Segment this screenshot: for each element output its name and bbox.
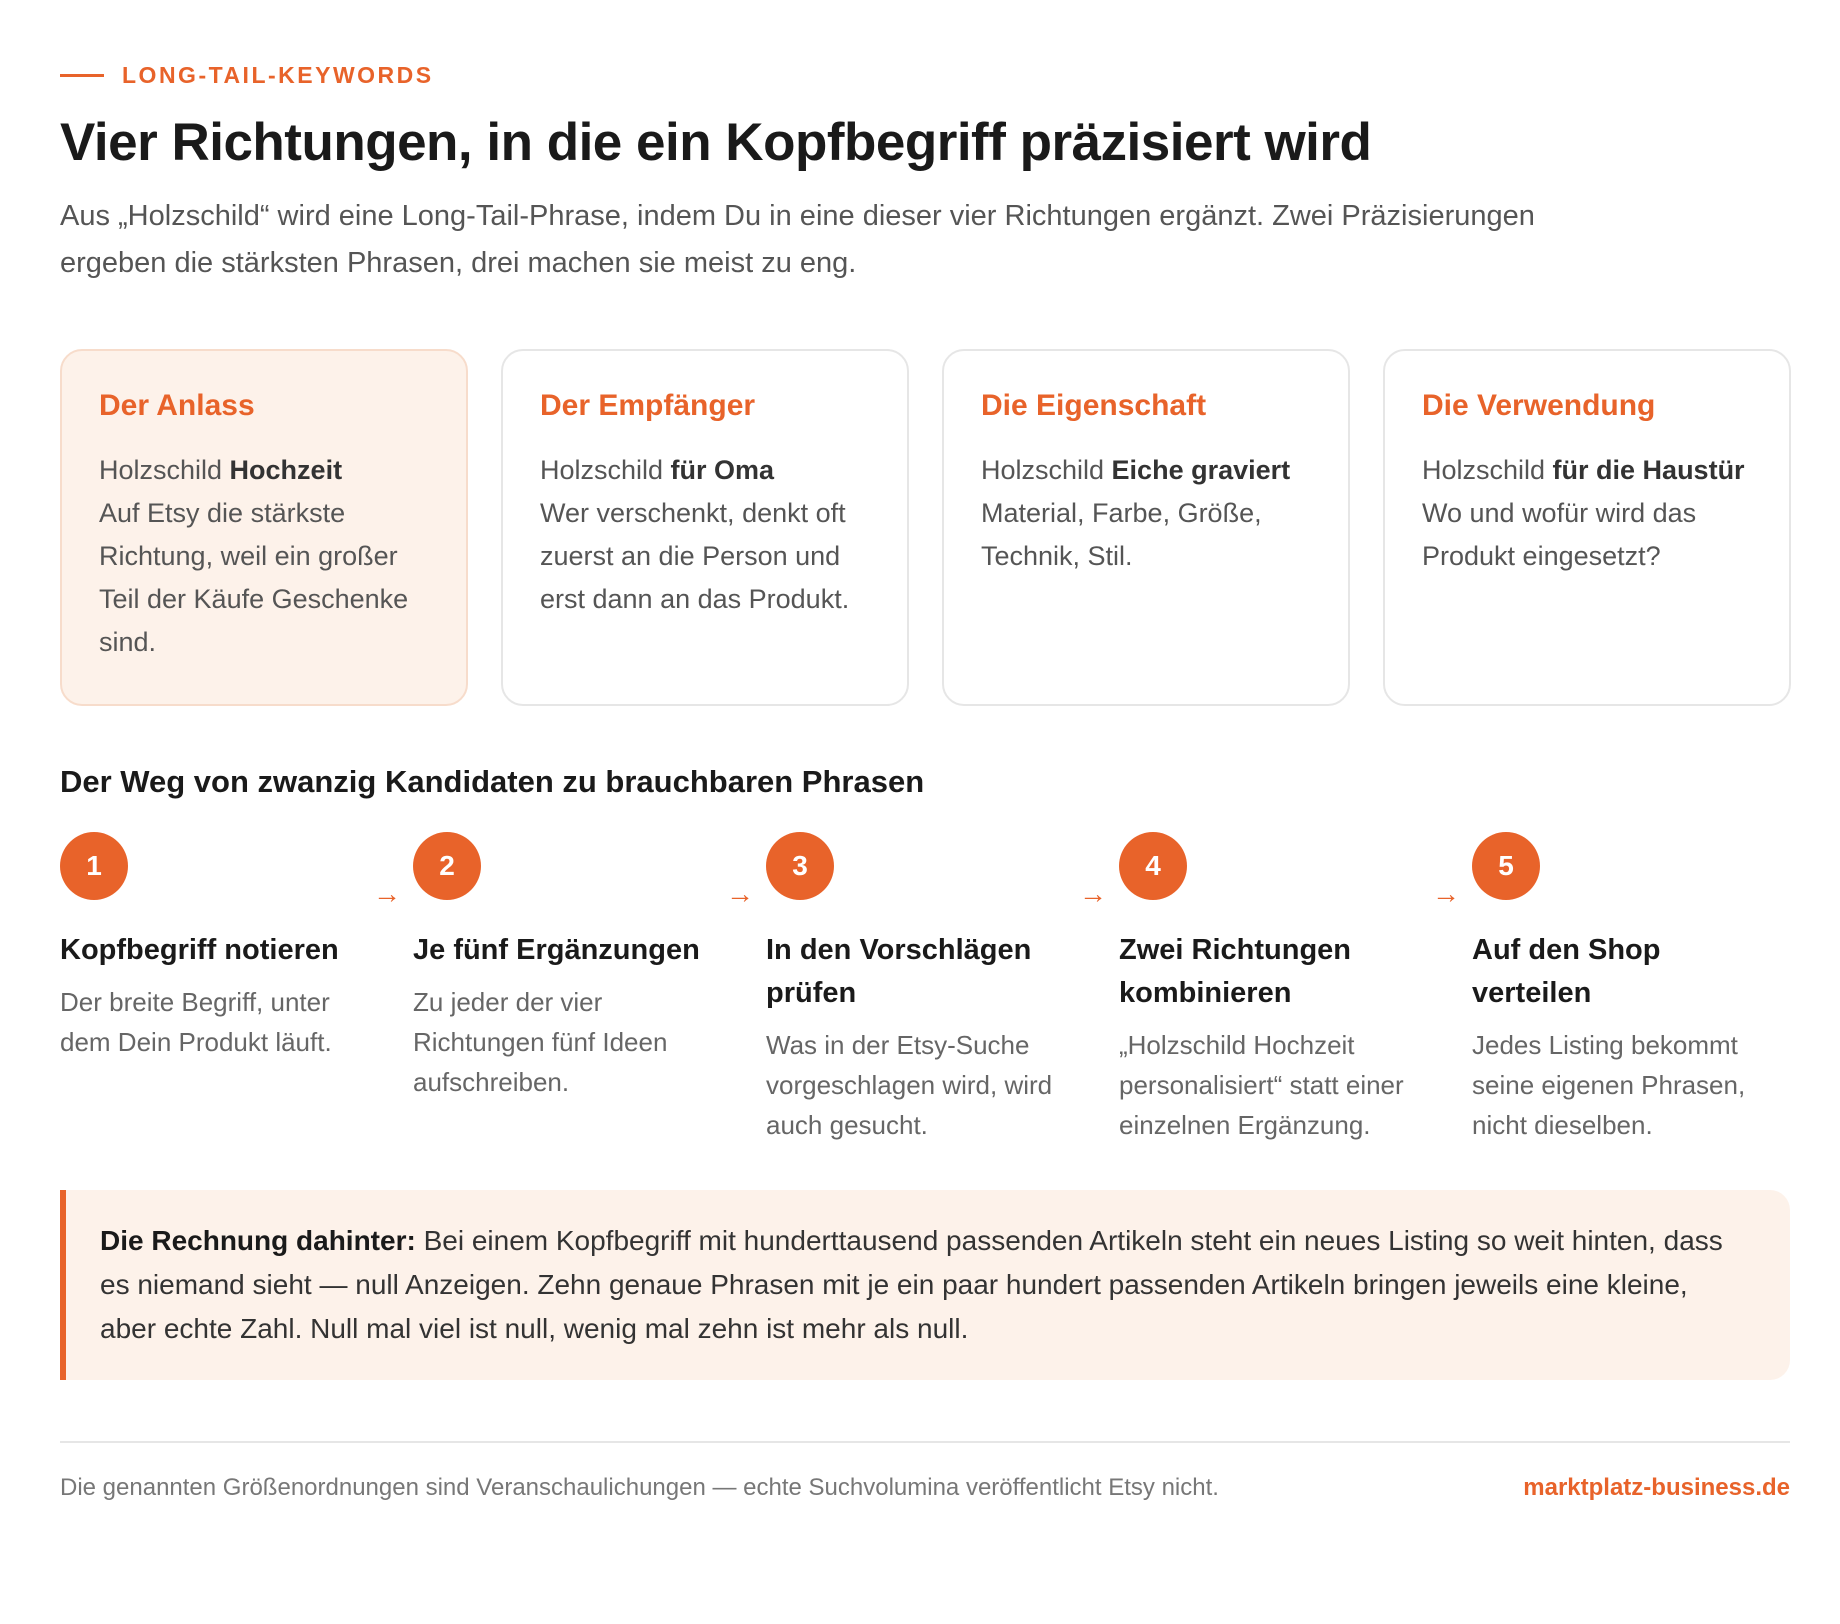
step-text: Jedes Listing bekommt seine eigenen Phrasen, nicht dieselben. (1472, 1030, 1746, 1140)
card-verwendung (1383, 349, 1791, 706)
step-3 (766, 832, 1076, 1145)
footer-note: Die genannten Größenordnungen sind Veranschaulichungen — echte Suchvolumina veröffentlicht Etsy nicht. (60, 1474, 1219, 1501)
card-example-base: Holzschild (540, 455, 671, 485)
step-title: Zwei Richtungen kombinieren (1119, 934, 1351, 1009)
card-anlass (60, 349, 468, 706)
step-1 (60, 832, 370, 1062)
step-text: „Holzschild Hochzeit personalisiert“ statt einer einzelnen Ergänzung. (1119, 1030, 1404, 1140)
step-number-badge: 1 (60, 832, 128, 900)
step-number-badge: 2 (413, 832, 481, 900)
arrow-right-icon: → (726, 878, 754, 909)
step-text: Der breite Begriff, unter dem Dein Produkt läuft. (60, 987, 332, 1057)
footer-brand: marktplatz-business.de (1523, 1474, 1790, 1501)
callout-label: Die Rechnung dahinter: (100, 1225, 416, 1256)
card-body (1422, 449, 1753, 578)
step-text: Zu jeder der vier Richtungen fünf Ideen aufschreiben. (413, 987, 668, 1097)
card-title: Der Empfänger (540, 389, 756, 422)
card-example-addition: für die Haustür (1552, 455, 1745, 485)
callout-box (60, 1190, 1790, 1380)
footer-divider (60, 1441, 1790, 1443)
step-text: Was in der Etsy-Suche vorgeschlagen wird, wird auch gesucht. (766, 1030, 1053, 1140)
step-title: Auf den Shop verteilen (1472, 934, 1661, 1009)
step-title: Je fünf Ergänzungen (413, 934, 700, 966)
direction-cards (60, 349, 1791, 706)
arrow-right-icon: → (1079, 878, 1107, 909)
intro-text: Aus „Holzschild“ wird eine Long-Tail-Phrase, indem Du in eine dieser vier Richtungen ergänzt. Zwei Präzisierungen ergeben die stärksten Phrasen, drei machen sie meist zu eng. (60, 200, 1535, 279)
eyebrow (60, 62, 434, 89)
card-text: Auf Etsy die stärkste Richtung, weil ein großer Teil der Käufe Geschenke sind. (99, 498, 409, 657)
eyebrow-line (60, 74, 104, 77)
card-text: Wo und wofür wird das Produkt eingesetzt? (1422, 498, 1697, 571)
step-title: Kopfbegriff notieren (60, 934, 339, 966)
step-4 (1119, 832, 1429, 1145)
arrow-right-icon: → (1432, 878, 1460, 909)
step-number-badge: 3 (766, 832, 834, 900)
card-example-base: Holzschild (1422, 455, 1553, 485)
card-example-base: Holzschild (981, 455, 1112, 485)
card-body (99, 449, 430, 664)
eyebrow-text: LONG-TAIL-KEYWORDS (122, 62, 434, 88)
card-title: Der Anlass (99, 389, 255, 422)
page-title: Vier Richtungen, in die ein Kopfbegriff präzisiert wird (60, 113, 1372, 172)
step-2 (413, 832, 723, 1102)
process-steps (60, 832, 1780, 1152)
card-body (981, 449, 1312, 578)
step-number-badge: 5 (1472, 832, 1540, 900)
card-example-addition: für Oma (670, 455, 775, 485)
step-number-badge: 4 (1119, 832, 1187, 900)
step-title: In den Vorschlägen prüfen (766, 934, 1032, 1009)
card-text: Material, Farbe, Größe, Technik, Stil. (981, 498, 1262, 571)
steps-heading: Der Weg von zwanzig Kandidaten zu brauchbaren Phrasen (60, 764, 925, 799)
card-title: Die Eigenschaft (981, 389, 1207, 422)
card-example-addition: Eiche graviert (1111, 455, 1291, 485)
card-text: Wer verschenkt, denkt oft zuerst an die Person und erst dann an das Produkt. (540, 498, 850, 614)
card-body (540, 449, 871, 621)
card-example-addition: Hochzeit (229, 455, 343, 485)
step-5 (1472, 832, 1782, 1145)
callout-text: Bei einem Kopfbegriff mit hunderttausend passenden Artikeln steht ein neues Listing so weit hinten, dass es niemand sieht — null Anzeigen. Zehn genaue Phrasen mit je ein paar hundert passenden Artikeln bringen jeweils eine kleine, aber echte Zahl. Null mal viel ist null, wenig mal zehn ist mehr als null. (100, 1225, 1723, 1344)
card-example-base: Holzschild (99, 455, 230, 485)
arrow-right-icon: → (373, 878, 401, 909)
card-eigenschaft (942, 349, 1350, 706)
card-title: Die Verwendung (1422, 389, 1656, 422)
card-empfaenger (501, 349, 909, 706)
